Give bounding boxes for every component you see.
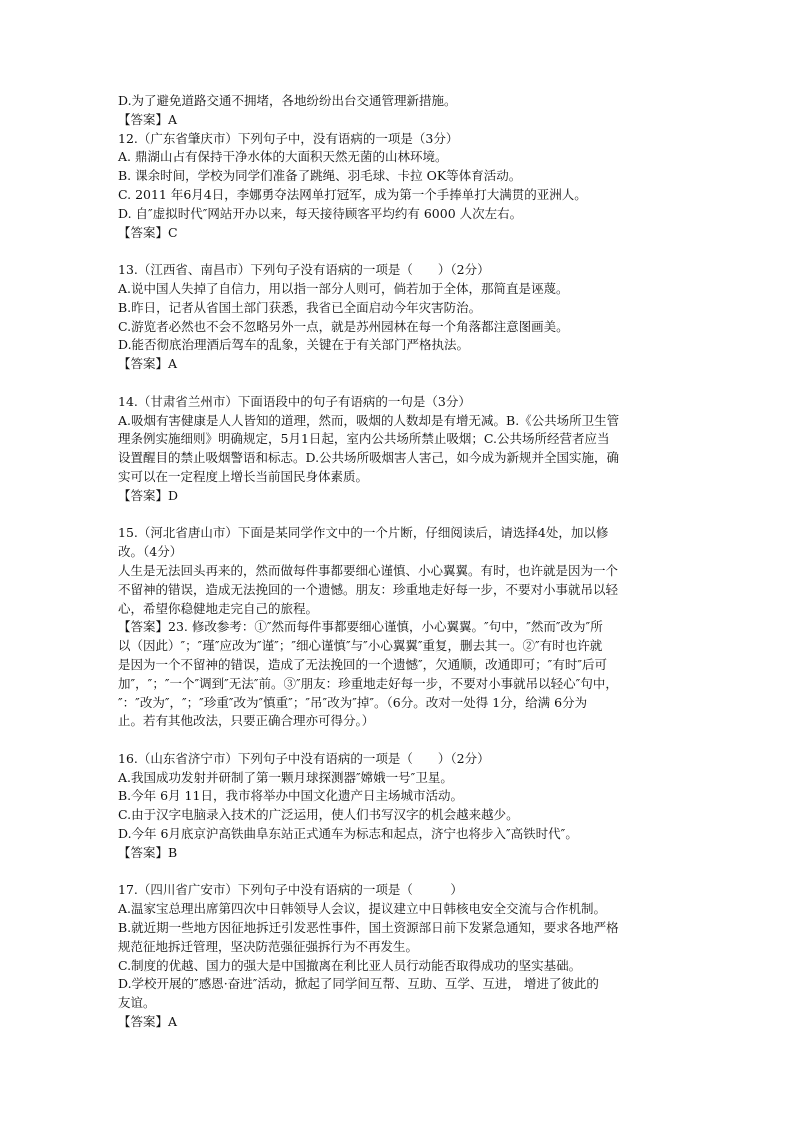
q16-option-b: B.今年 6月 11日，我市将举办中国文化遗产日主场城市活动。 (118, 788, 463, 804)
q16-answer: 【答案】B (118, 844, 178, 860)
q15-text-line-2: 不留神的错误，造成无法挽回的一个遗憾。朋友：珍重地走好每一步，不要对小事就吊以轻 (118, 581, 619, 597)
q14-body-line-3: 设置醒目的禁止吸烟警语和标志。D.公共场所吸烟害人害己，如今成为新规并全国实施，确 (118, 450, 620, 466)
q14-stem: 14.（甘肃省兰州市）下面语段中的句子有语病的一句是（3分） (118, 393, 471, 409)
q17-option-d-line-1: D.学校开展的″感恩·奋进″活动，掀起了同学间互帮、互助、互学、互进， 增进了彼此的 (118, 976, 599, 992)
q16-option-c: C.由于汉字电脑录入技术的广泛运用，使人们书写汉字的机会越来越少。 (118, 807, 519, 823)
q12-option-b: B. 课余时间，学校为同学们准备了跳绳、羽毛球、卡拉 OK等体育活动。 (118, 168, 522, 184)
q17-answer: 【答案】A (118, 1014, 178, 1030)
q13-option-d: D.能否彻底治理酒后驾车的乱象，关键在于有关部门严格执法。 (118, 337, 470, 353)
q17-option-b-line-1: B.就近期一些地方因征地拆迁引发恶性事件，国土资源部日前下发紧急通知，要求各地严格 (118, 920, 619, 936)
q14-body-line-2: 理条例实施细则》明确规定，5月1日起，室内公共场所禁止吸烟；C.公共场所经营者应当 (118, 431, 610, 447)
q15-text-line-3: 心，希望你稳健地走完自己的旅程。 (118, 600, 319, 616)
document-page (118, 92, 678, 1032)
q15-answer-line-4: 加″，″；″一个″调到″无法″前。③″朋友：珍重地走好每一步，不要对小事就吊以轻心″句中， (118, 675, 618, 691)
q15-answer-line-6: 止。若有其他改法，只要正确合理亦可得分。） (118, 713, 375, 729)
q16-option-a: A.我国成功发射并研制了第一颗月球探测器″嫦娥一号″卫星。 (118, 769, 453, 785)
q15-answer-line-3: 是因为一个不留神的错误，造成了无法挽回的一个遗憾″，欠通顺，改通即可；″有时″后可 (118, 656, 608, 672)
q15-answer-line-1: 【答案】23. 修改参考：①″然而每件事都要细心谨慎，小心翼翼。″句中，″然而″改为″所 (118, 619, 603, 635)
q13-answer: 【答案】A (118, 356, 178, 372)
q17-option-d-line-2: 友谊。 (118, 995, 156, 1011)
q13-option-b: B.昨日，记者从省国土部门获悉，我省已全面启动今年灾害防治。 (118, 299, 482, 315)
spacer (118, 506, 678, 525)
q12-option-a: A. 鼎湖山占有保持干净水体的大面积天然无菌的山林环境。 (118, 149, 448, 165)
q13-stem: 13.（江西省、南昌市）下列句子没有语病的一项是（ ）（2分） (118, 262, 490, 278)
q12-answer: 【答案】C (118, 224, 178, 240)
spacer (118, 374, 678, 393)
q17-option-c: C.制度的优越、国力的强大是中国撤离在利比亚人员行动能否取得成功的坚实基础。 (118, 957, 582, 973)
q12-option-c: C. 2011 年6月4日，李娜勇夺法网单打冠军，成为第一个手捧单打大满贯的亚洲人。 (118, 186, 587, 202)
q15-stem-line-1: 15.（河北省唐山市）下面是某同学作文中的一个片断，仔细阅读后，请选择4处，加以修 (118, 525, 609, 541)
q14-answer: 【答案】D (118, 487, 179, 503)
q17-stem: 17.（四川省广安市）下列句子中没有语病的一项是（ ） (118, 882, 463, 898)
q15-text-line-1: 人生是无法回头再来的，然而做每件事都要细心谨慎、小心翼翼。有时，也许就是因为一个 (118, 562, 619, 578)
q11-option-d: D.为了避免道路交通不拥堵，各地纷纷出台交通管理新措施。 (118, 93, 457, 108)
q17-option-b-line-2: 规范征地拆迁管理，坚决防范强征强拆行为不再发生。 (118, 938, 419, 954)
spacer (118, 242, 678, 261)
q11-answer: 【答案】A (118, 111, 178, 127)
q16-stem: 16.（山东省济宁市）下列句子中没有语病的一项是（ ）（2分） (118, 750, 490, 766)
q15-stem-line-2: 改。（4分） (118, 544, 183, 560)
spacer (118, 863, 678, 882)
q15-answer-line-2: 以（因此）″；″瑾″应改为″谨″；″细心谨慎″与″小心翼翼″重复，删去其一。②″有时也许就 (118, 638, 603, 654)
q13-option-a: A.说中国人失掉了自信力，用以指一部分人则可，倘若加于全体，那简直是诬蔑。 (118, 280, 569, 296)
q15-answer-line-5: ″：″改为″，″；″珍重″改为″慎重″；″吊″改为″掉″。（6分。改对一处得 1分，给满 6分为 (118, 694, 588, 710)
q12-option-d: D. 自″虚拟时代″网站开办以来，每天接待顾客平均约有 6000 人次左右。 (118, 205, 523, 221)
q16-option-d: D.今年 6月底京沪高铁曲阜东站正式通车为标志和起点，济宁也将步入″高铁时代″。 (118, 826, 578, 842)
q17-option-a: A.温家宝总理出席第四次中日韩领导人会议，提议建立中日韩核电安全交流与合作机制。 (118, 901, 607, 917)
q13-option-c: C.游览者必然也不会不忽略另外一点，就是苏州园林在每一个角落都注意图画美。 (118, 318, 569, 334)
spacer (118, 731, 678, 750)
q12-stem: 12.（广东省肇庆市）下列句子中，没有语病的一项是（3分） (118, 130, 459, 146)
q14-body-line-4: 实可以在一定程度上增长当前国民身体素质。 (118, 468, 369, 484)
q14-body-line-1: A.吸烟有害健康是人人皆知的道理，然而，吸烟的人数却是有增无减。B.《公共场所卫生管 (118, 412, 620, 428)
